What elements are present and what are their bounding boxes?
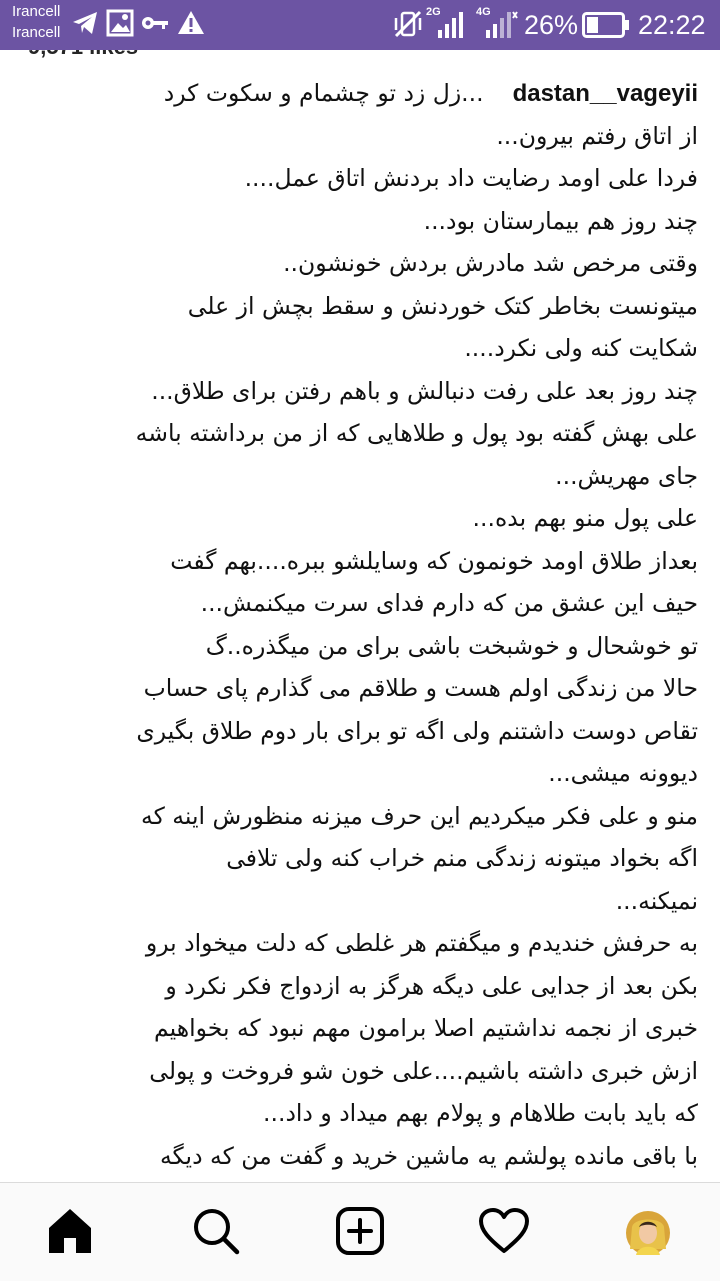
image-icon bbox=[106, 8, 134, 42]
clock: 22:22 bbox=[638, 10, 706, 40]
caption-line: میتونست بخاطر کتک خوردنش و سقط بچش از علی bbox=[187, 291, 698, 320]
signal-icon-2 bbox=[484, 8, 518, 44]
caption-line: حیف این عشق من که دارم فدای سرت میکنمش... bbox=[200, 589, 698, 617]
status-bar bbox=[0, 0, 720, 50]
caption-line: علی پول منو بهم بده... bbox=[472, 504, 698, 532]
username-link[interactable]: dastan__vageyii bbox=[512, 80, 698, 107]
carrier-label-1: Irancell bbox=[12, 3, 61, 20]
carrier-label-2: Irancell bbox=[12, 24, 61, 41]
caption-line: بکن بعد از جدایی علی دیگه هرگز به ازدواج فکر نکرد و bbox=[165, 971, 698, 1000]
caption-line: منو و علی فکر میکردیم این حرف میزنه منظورش اینه که bbox=[141, 801, 698, 830]
bottom-navigation bbox=[0, 1182, 720, 1281]
search-icon bbox=[191, 1206, 241, 1260]
new-post-icon bbox=[335, 1206, 385, 1260]
new-post-button[interactable] bbox=[334, 1207, 386, 1259]
telegram-icon bbox=[70, 8, 100, 42]
home-icon bbox=[45, 1206, 95, 1260]
battery-percent: 26% bbox=[524, 10, 579, 40]
caption-line: دیوونه میشی... bbox=[548, 759, 698, 787]
caption-line: از اتاق رفتم بیرون... bbox=[496, 121, 698, 150]
caption-text: ...زل زد تو چشمام و سکوت کرد bbox=[163, 79, 484, 107]
vibrate-off-icon bbox=[392, 8, 424, 44]
caption-line: تو خوشحال و خوشبخت باشی برای من میگذره..گ bbox=[205, 631, 698, 660]
caption-line: چند روز هم بیمارستان بود... bbox=[423, 206, 698, 235]
network-type-1: 2G bbox=[426, 6, 441, 18]
profile-avatar[interactable] bbox=[626, 1211, 670, 1255]
caption-line: بعداز طلاق اومد خونمون که وسایلشو ببره....بهم گفت bbox=[170, 546, 698, 575]
caption-line: علی بهش گفته بود پول و طلاهایی که از من برداشته باشه bbox=[135, 419, 698, 447]
key-icon bbox=[140, 8, 170, 42]
caption-line: نمیکنه... bbox=[615, 886, 698, 915]
network-type-2: 4G bbox=[476, 6, 491, 18]
search-button[interactable] bbox=[190, 1207, 242, 1259]
heart-icon bbox=[478, 1207, 530, 1259]
battery-icon bbox=[582, 12, 630, 42]
activity-button[interactable] bbox=[478, 1207, 530, 1259]
caption-line: شکایت کنه ولی نکرد.... bbox=[464, 334, 698, 362]
caption-line: خبری از نجمه نداشتیم اصلا برامون مهم نبود که بخواهیم bbox=[153, 1014, 698, 1042]
signal-icon-1 bbox=[436, 8, 466, 44]
caption-line: فردا علی اومد رضایت داد بردنش اتاق عمل.... bbox=[244, 164, 698, 192]
caption-line: تقاص دوست داشتنم ولی اگه تو برای بار دوم طلاق بگیری bbox=[136, 716, 698, 745]
caption-line bbox=[28, 72, 698, 115]
caption-line: حالا من زندگی اولم هست و طلاقم می گذارم پای حساب bbox=[143, 674, 698, 702]
caption-line: ازش خبری داشته باشیم....علی خون شو فروخت و پولی bbox=[149, 1056, 698, 1085]
caption-line: چند روز بعد علی رفت دنبالش و باهم رفتن برای طلاق... bbox=[151, 376, 698, 405]
caption-line: به حرفش خندیدم و میگفتم هر غلطی که دلت میخواد برو bbox=[145, 929, 698, 957]
warning-icon bbox=[176, 8, 206, 42]
caption-line: وقتی مرخص شد مادرش بردش خونشون.. bbox=[283, 249, 698, 277]
caption-line: اگه بخواد میتونه زندگی منم خراب کنه ولی تلافی bbox=[226, 844, 698, 872]
caption-line: جای مهریش... bbox=[555, 461, 698, 490]
post-caption bbox=[28, 72, 698, 1180]
caption-line: با باقی مانده پولشم یه ماشین خرید و گفت من که دیگه bbox=[159, 1141, 698, 1170]
home-button[interactable] bbox=[44, 1207, 96, 1259]
caption-line: که باید بابت طلاهام و پولام بهم میداد و داد... bbox=[263, 1099, 698, 1127]
